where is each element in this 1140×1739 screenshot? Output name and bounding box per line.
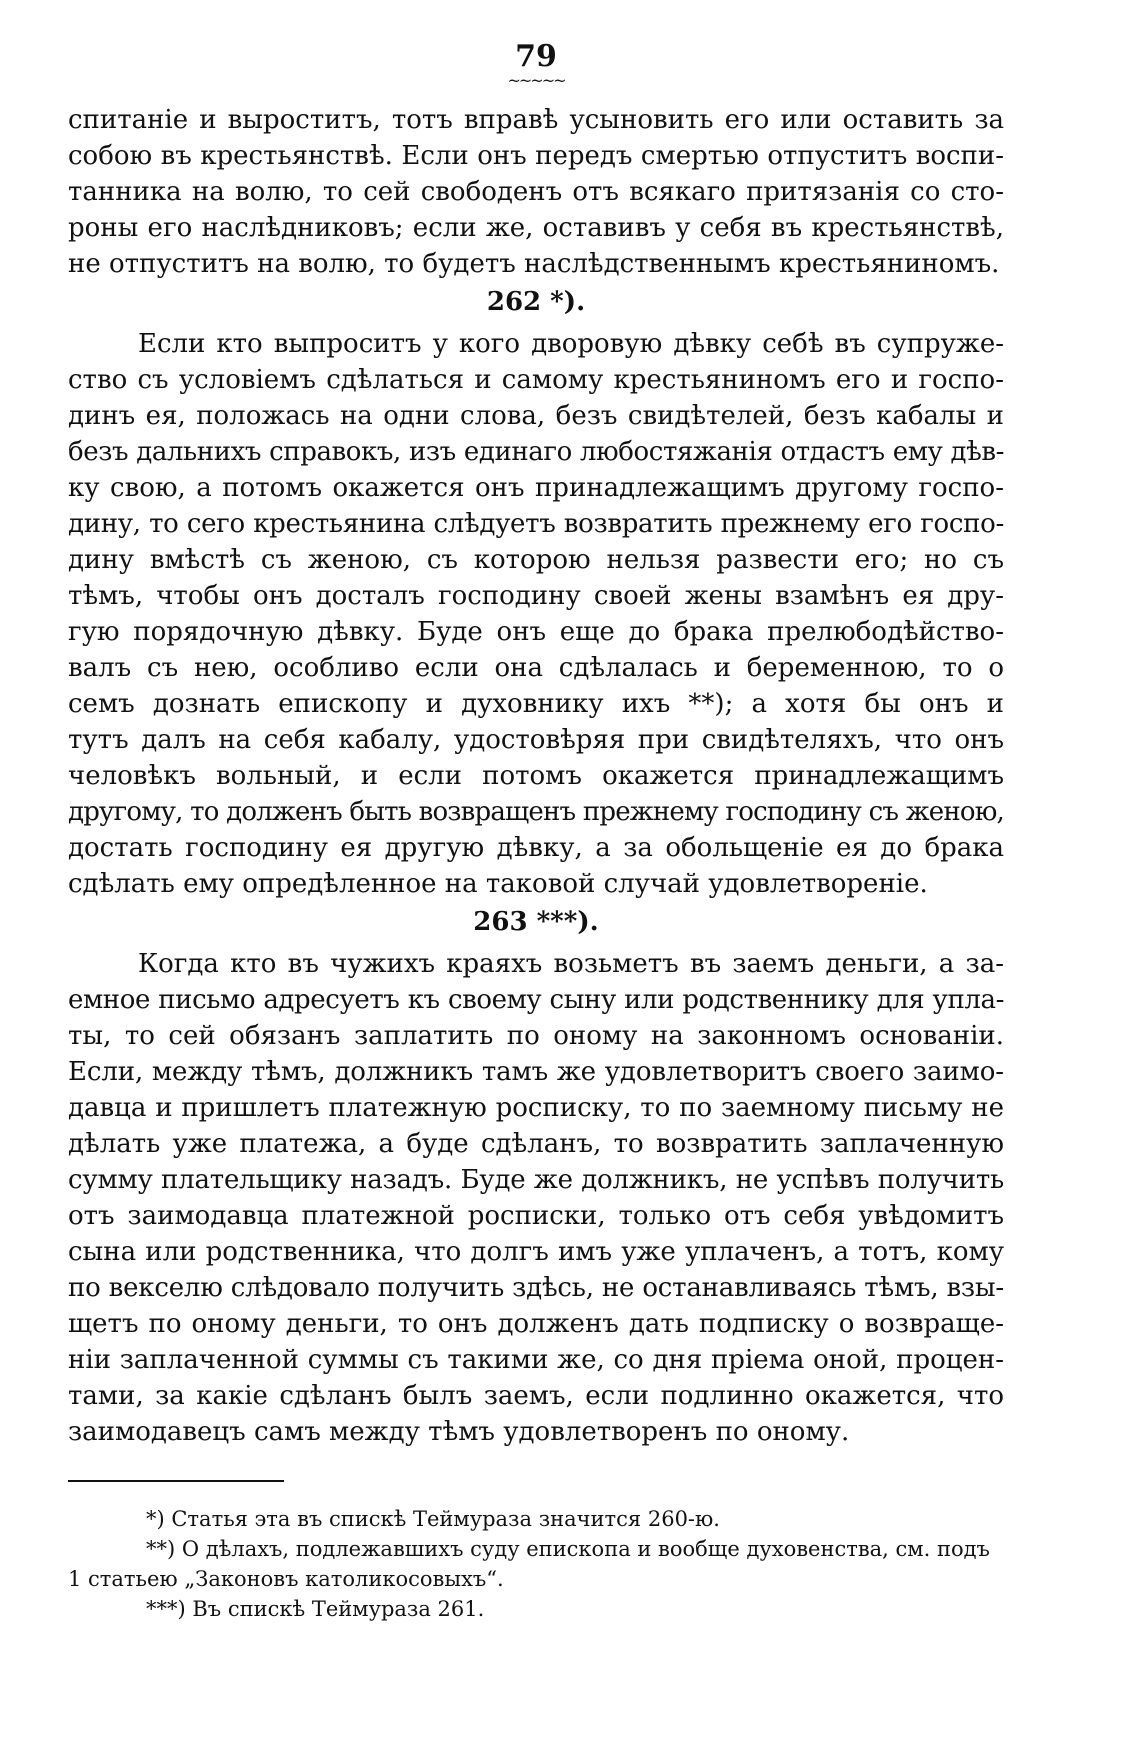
text-line: собою въ крестьянствѣ. Если онъ передъ смертью отпуститъ воспи- <box>68 141 1004 171</box>
page-number-ornament: ~~~~~ <box>507 71 565 90</box>
text-line: другому, то долженъ быть возвращенъ прежнему господину съ женою, <box>68 797 1004 827</box>
text-line: спитаніе и выроститъ, тотъ вправѣ усыновить его или оставить за <box>68 105 1004 135</box>
text-line: Если кто выпроситъ у кого дворовую дѣвку себѣ въ супруже- <box>138 329 1004 359</box>
text-line: танника на волю, то сей свободенъ отъ всякаго притязанія со сто- <box>68 177 1004 207</box>
footnotes <box>68 1504 1004 1624</box>
text-line: тутъ далъ на себя кабалу, удостовѣряя при свидѣтеляхъ, что онъ <box>68 725 1004 755</box>
intro-paragraph <box>68 102 1004 282</box>
text-line: ку свою, а потомъ окажется онъ принадлежащимъ другому госпо- <box>68 473 1004 503</box>
document-page <box>68 40 1004 1624</box>
section-number-262: 262 *). <box>486 287 586 317</box>
text-line: щетъ по оному деньги, то онъ долженъ дать подписку о возвраще- <box>68 1309 1004 1339</box>
text-line: Если, между тѣмъ, должникъ тамъ же удовлетворитъ своего заимо- <box>68 1057 1004 1087</box>
text-line: валъ съ нею, особливо если она сдѣлалась и беременною, то о <box>68 653 1004 683</box>
footnote-3: ***) Въ спискѣ Теймураза 261. <box>146 1597 485 1621</box>
text-line: ніи заплаченной суммы съ такими же, со дня пріема оной, процен- <box>68 1345 1004 1375</box>
text-line: давца и пришлетъ платежную росписку, то по заемному письму не <box>68 1093 1004 1123</box>
section-263-paragraph <box>68 946 1004 1450</box>
text-line: гую порядочную дѣвку. Буде онъ еще до брака прелюбодѣйство- <box>68 617 1004 647</box>
text-line: Когда кто въ чужихъ краяхъ возьметъ въ заемъ деньги, а за- <box>138 949 1004 979</box>
text-line: семъ дознать епископу и духовнику ихъ **); а хотя бы онъ и <box>68 689 1004 719</box>
text-line: не отпуститъ на волю, то будетъ наслѣдственнымъ крестьяниномъ. <box>68 249 1000 279</box>
footnote-2-continuation: 1 статьею „Законовъ католикосовыхъ“. <box>68 1567 504 1591</box>
text-line: сумму плательщику назадъ. Буде же должникъ, не успѣвъ получить <box>68 1165 1004 1195</box>
footnote-1: *) Статья эта въ спискѣ Теймураза значится 260-ю. <box>146 1507 720 1531</box>
text-line: заимодавецъ самъ между тѣмъ удовлетворенъ по оному. <box>68 1417 850 1447</box>
text-line: человѣкъ вольный, и если потомъ окажется принадлежащимъ <box>68 761 1004 791</box>
text-line: роны его наслѣдниковъ; если же, оставивъ у себя въ крестьянствѣ, <box>68 213 1004 243</box>
text-line: ство съ условіемъ сдѣлаться и самому крестьяниномъ его и госпо- <box>68 365 1004 395</box>
text-line: безъ дальнихъ справокъ, изъ единаго любостяжанія отдастъ ему дѣв- <box>68 437 1004 467</box>
text-line: ты, то сей обязанъ заплатить по оному на законномъ основаніи. <box>68 1021 1004 1051</box>
text-line: дину вмѣстѣ съ женою, съ которою нельзя развести его; но съ <box>68 545 1004 575</box>
text-line: по векселю слѣдовало получить здѣсь, не останавливаясь тѣмъ, взы- <box>68 1273 1004 1303</box>
text-line: тами, за какіе сдѣланъ былъ заемъ, если подлинно окажется, что <box>68 1381 1004 1411</box>
text-line: сдѣлать ему опредѣленное на таковой случай удовлетвореніе. <box>68 869 928 899</box>
page-number: 79 <box>515 39 557 74</box>
text-line: достать господину ея другую дѣвку, а за обольщеніе ея до брака <box>68 833 1004 863</box>
text-line: дѣлать уже платежа, а буде сдѣланъ, то возвратить заплаченную <box>68 1129 1004 1159</box>
text-line: тѣмъ, чтобы онъ досталъ господину своей жены взамѣнъ ея дру- <box>68 581 1004 611</box>
text-line: емное письмо адресуетъ къ своему сыну или родственнику для упла- <box>68 985 1004 1015</box>
text-line: сына или родственника, что долгъ имъ уже уплаченъ, а тотъ, кому <box>68 1237 1004 1267</box>
text-line: отъ заимодавца платежной росписки, только отъ себя увѣдомитъ <box>68 1201 1004 1231</box>
footnote-divider <box>68 1480 284 1482</box>
section-262-paragraph <box>68 326 1004 902</box>
footnote-2: **) О дѣлахъ, подлежавшихъ суду епископа и вообще духовенства, см. подъ <box>146 1537 990 1561</box>
section-number-263: 263 ***). <box>473 907 599 937</box>
text-line: дину, то сего крестьянина слѣдуетъ возвратить прежнему его госпо- <box>68 509 1004 539</box>
text-line: динъ ея, положась на одни слова, безъ свидѣтелей, безъ кабалы и <box>68 401 1004 431</box>
